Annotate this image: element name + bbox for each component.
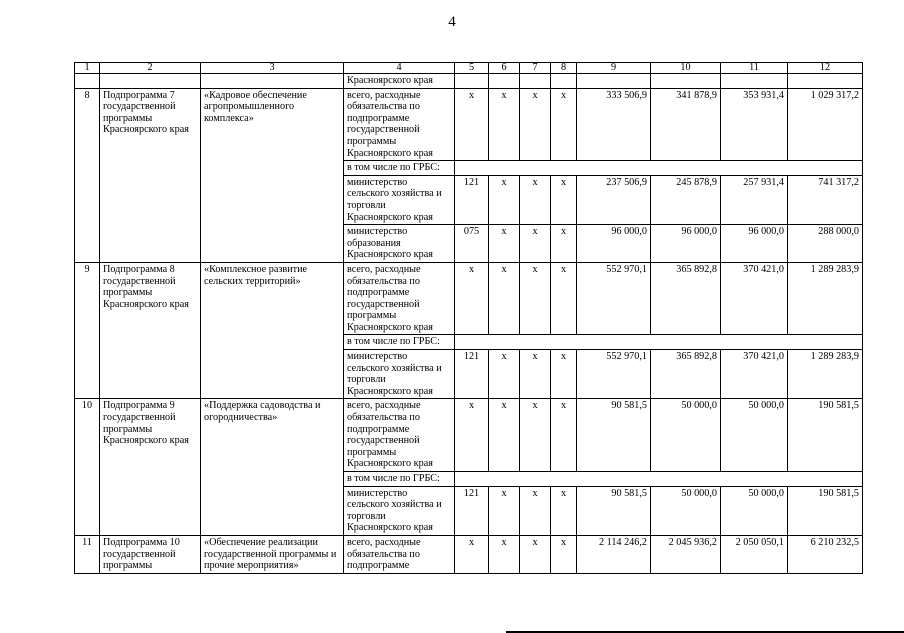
table-body (75, 63, 863, 574)
cell-year-3: 96 000,0 (721, 225, 788, 263)
column-number-9: 9 (577, 63, 651, 74)
cell-total: 1 289 283,9 (788, 262, 863, 335)
cell-year-1: 2 114 246,2 (577, 535, 651, 573)
cell-name: «Обеспечение реализации государственной программы и прочие мероприятия» (201, 535, 344, 573)
cell-empty (788, 74, 863, 89)
cell-responsible: всего, расходные обязательства по подпрограмме государственной программы Красноярского края (344, 262, 455, 335)
cell-name: «Кадровое обеспечение агропромышленного комплекса» (201, 88, 344, 262)
column-number-10: 10 (651, 63, 721, 74)
column-number-12: 12 (788, 63, 863, 74)
cell-year-3: 370 421,0 (721, 350, 788, 399)
cell-year-3: 353 931,4 (721, 88, 788, 161)
cell-name (201, 74, 344, 89)
cell-year-3: 2 050 050,1 (721, 535, 788, 573)
cell-vr: x (551, 399, 577, 472)
cell-responsible: министерство сельского хозяйства и торговли Красноярского края (344, 175, 455, 224)
cell-csr: x (520, 175, 551, 224)
column-number-3: 3 (201, 63, 344, 74)
cell-empty (577, 74, 651, 89)
cell-grbs: 075 (455, 225, 489, 263)
program-row (75, 262, 863, 335)
cell-status (100, 74, 201, 89)
cell-csr: x (520, 399, 551, 472)
column-number-11: 11 (721, 63, 788, 74)
column-number-2: 2 (100, 63, 201, 74)
cell-year-3: 257 931,4 (721, 175, 788, 224)
budget-table (74, 62, 863, 574)
cell-empty (489, 74, 520, 89)
cell-empty (651, 74, 721, 89)
cell-year-1: 552 970,1 (577, 262, 651, 335)
column-number-5: 5 (455, 63, 489, 74)
cell-num: 9 (75, 262, 100, 399)
cell-year-3: 370 421,0 (721, 262, 788, 335)
cell-empty (551, 74, 577, 89)
cell-rz: x (489, 535, 520, 573)
cell-total: 190 581,5 (788, 486, 863, 535)
cell-responsible: министерство сельского хозяйства и торговли Красноярского края (344, 350, 455, 399)
cell-name: «Поддержка садоводства и огородничества» (201, 399, 344, 536)
cell-vr: x (551, 175, 577, 224)
page-number: 4 (448, 14, 456, 30)
cell-status: Подпрограмма 9 государственной программы Красноярского края (100, 399, 201, 536)
cell-responsible: министерство сельского хозяйства и торговли Красноярского края (344, 486, 455, 535)
cell-csr: x (520, 88, 551, 161)
cell-responsible: министерство образования Красноярского края (344, 225, 455, 263)
cell-year-3: 50 000,0 (721, 486, 788, 535)
cell-empty (455, 472, 863, 487)
cell-grbs-heading: в том числе по ГРБС: (344, 161, 455, 176)
cell-responsible: Красноярского края (344, 74, 455, 89)
cell-rz: x (489, 225, 520, 263)
cell-year-1: 96 000,0 (577, 225, 651, 263)
cell-grbs: x (455, 399, 489, 472)
cell-grbs-heading: в том числе по ГРБС: (344, 472, 455, 487)
cell-vr: x (551, 225, 577, 263)
cell-year-2: 341 878,9 (651, 88, 721, 161)
cell-total: 741 317,2 (788, 175, 863, 224)
cell-year-2: 245 878,9 (651, 175, 721, 224)
cell-empty (520, 74, 551, 89)
cell-num (75, 74, 100, 89)
cell-name: «Комплексное развитие сельских территорий» (201, 262, 344, 399)
cell-num: 10 (75, 399, 100, 536)
cell-year-2: 96 000,0 (651, 225, 721, 263)
column-number-1: 1 (75, 63, 100, 74)
cell-year-1: 333 506,9 (577, 88, 651, 161)
cell-grbs: x (455, 535, 489, 573)
cell-grbs: x (455, 262, 489, 335)
cell-year-2: 365 892,8 (651, 262, 721, 335)
cell-status: Подпрограмма 10 государственной программы (100, 535, 201, 573)
cell-rz: x (489, 88, 520, 161)
cell-year-3: 50 000,0 (721, 399, 788, 472)
column-number-6: 6 (489, 63, 520, 74)
cell-vr: x (551, 486, 577, 535)
cell-csr: x (520, 225, 551, 263)
column-number-8: 8 (551, 63, 577, 74)
cell-total: 1 289 283,9 (788, 350, 863, 399)
program-row (75, 88, 863, 161)
program-row (75, 535, 863, 573)
program-row (75, 399, 863, 472)
cell-grbs-heading: в том числе по ГРБС: (344, 335, 455, 350)
cell-grbs: 121 (455, 350, 489, 399)
cell-num: 8 (75, 88, 100, 262)
cell-num: 11 (75, 535, 100, 573)
cell-year-1: 90 581,5 (577, 399, 651, 472)
cell-vr: x (551, 262, 577, 335)
cell-year-2: 365 892,8 (651, 350, 721, 399)
cell-csr: x (520, 535, 551, 573)
column-number-4: 4 (344, 63, 455, 74)
cell-vr: x (551, 88, 577, 161)
cell-rz: x (489, 262, 520, 335)
cell-empty (455, 161, 863, 176)
cell-year-2: 2 045 936,2 (651, 535, 721, 573)
cell-year-1: 237 506,9 (577, 175, 651, 224)
cell-responsible: всего, расходные обязательства по подпрограмме (344, 535, 455, 573)
cell-vr: x (551, 535, 577, 573)
cell-csr: x (520, 486, 551, 535)
cell-csr: x (520, 350, 551, 399)
cell-rz: x (489, 175, 520, 224)
column-number-row (75, 63, 863, 74)
column-number-7: 7 (520, 63, 551, 74)
cell-total: 6 210 232,5 (788, 535, 863, 573)
cell-rz: x (489, 486, 520, 535)
cell-status: Подпрограмма 8 государственной программы Красноярского края (100, 262, 201, 399)
cell-total: 190 581,5 (788, 399, 863, 472)
carry-over-row (75, 74, 863, 89)
cell-year-1: 90 581,5 (577, 486, 651, 535)
cell-csr: x (520, 262, 551, 335)
cell-empty (721, 74, 788, 89)
cell-responsible: всего, расходные обязательства по подпрограмме государственной программы Красноярского края (344, 399, 455, 472)
cell-rz: x (489, 350, 520, 399)
cell-rz: x (489, 399, 520, 472)
cell-total: 288 000,0 (788, 225, 863, 263)
cell-grbs: 121 (455, 486, 489, 535)
cell-grbs: 121 (455, 175, 489, 224)
cell-empty (455, 74, 489, 89)
cell-status: Подпрограмма 7 государственной программы Красноярского края (100, 88, 201, 262)
cell-year-2: 50 000,0 (651, 399, 721, 472)
cell-total: 1 029 317,2 (788, 88, 863, 161)
cell-year-1: 552 970,1 (577, 350, 651, 399)
cell-grbs: x (455, 88, 489, 161)
cell-empty (455, 335, 863, 350)
cell-responsible: всего, расходные обязательства по подпрограмме государственной программы Красноярского края (344, 88, 455, 161)
cell-vr: x (551, 350, 577, 399)
cell-year-2: 50 000,0 (651, 486, 721, 535)
